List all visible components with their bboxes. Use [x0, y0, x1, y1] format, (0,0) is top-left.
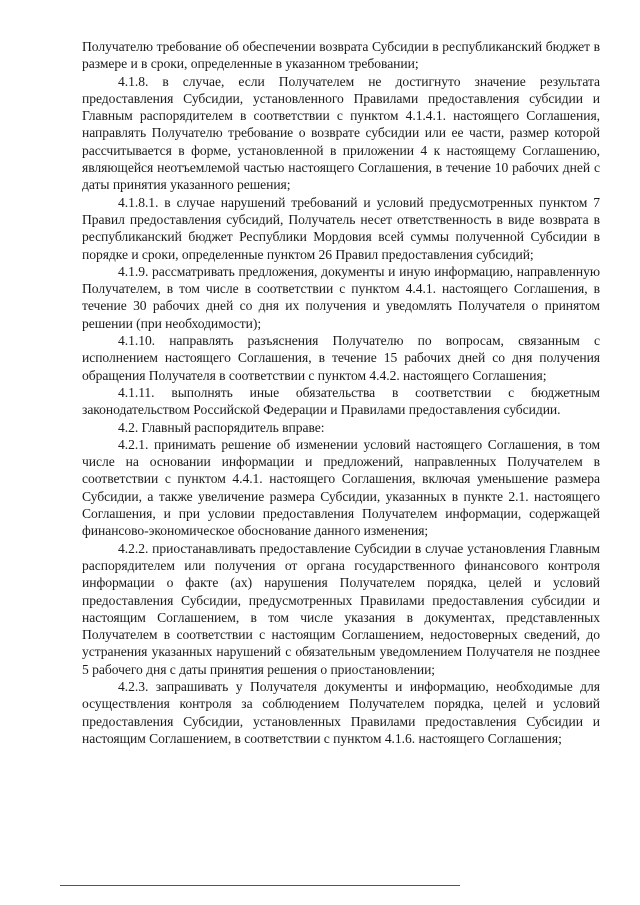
paragraph-4-2: 4.2. Главный распорядитель вправе:	[118, 419, 325, 435]
paragraph-4-1-9: 4.1.9. рассматривать предложения, документы и иную информацию, направленную Получателем, в том числе в соответствии с пунктом 4.4.1. настоящего Соглашения, в течение 30 рабочих дней со дня их получения и уведомлять Получателя о принятом решении (при необходимости);	[82, 263, 600, 331]
paragraph-4-1-10: 4.1.10. направлять разъяснения Получателю по вопросам, связанным с исполнением настоящего Соглашения, в течение 15 рабочих дней со дня получения обращения Получателя в соответствии с пунктом 4.4.2. настоящего Соглашения;	[82, 333, 600, 383]
document-page	[82, 38, 600, 747]
paragraph-4-2-1: 4.2.1. принимать решение об изменении условий настоящего Соглашения, в том числе на основании информации и предложений, направленных Получателем в соответствии с пунктом 4.4.1. настоящего Соглашения, включая уменьшение размера Субсидии, а также увеличение размера Субсидии, указанных в пункте 2.1. настоящего Соглашения, и при условии предоставления Получателем информации, содержащей финансово-экономическое обоснование данного изменения;	[82, 436, 600, 539]
footer-divider	[60, 885, 460, 886]
paragraph-4-1-8: 4.1.8. в случае, если Получателем не достигнуто значение результата предоставления Субсидии, установленного Правилами предоставления субсидии и Главным распорядителем в соответствии с пунктом 4.1.4.1. настоящего Соглашения, направлять Получателю требование о возврате субсидии или ее части, размер которой рассчитывается в форме, установленной в приложении 4 к настоящему Соглашению, являющейся неотъемлемой частью настоящего Соглашения, в течение 10 рабочих дней с даты принятия указанного решения;	[82, 73, 600, 193]
paragraph-4-1-8-1: 4.1.8.1. в случае нарушений требований и условий предусмотренных пунктом 7 Правил предоставления субсидий, Получатель несет ответственность в виде возврата в республиканский бюджет Республики Мордовия всей суммы полученной Субсидии в порядке и сроки, определенные пунктом 26 Правил предоставления субсидий;	[82, 194, 600, 262]
paragraph-4-2-2: 4.2.2. приостанавливать предоставление Субсидии в случае установления Главным распорядителем или получения от органа государственного финансового контроля информации о факте (ах) нарушения Получателем порядка, целей и условий предоставления Субсидии, предусмотренных Правилами предоставления субсидии и настоящим Соглашением, в том числе указания в документах, представленных Получателем в соответствии с настоящим Соглашением, недостоверных сведений, до устранения указанных нарушений с обязательным уведомлением Получателя не позднее 5 рабочего дня с даты принятия решения о приостановлении;	[82, 540, 600, 677]
paragraph-4-1-11: 4.1.11. выполнять иные обязательства в соответствии с бюджетным законодательством Российской Федерации и Правилами предоставления субсидии.	[82, 384, 600, 418]
paragraph-continuation: Получателю требование об обеспечении возврата Субсидии в республиканский бюджет в размере и в сроки, определенные в указанном требовании;	[82, 39, 600, 72]
paragraph-4-2-3: 4.2.3. запрашивать у Получателя документы и информацию, необходимые для осуществления контроля за соблюдением Получателем порядка, целей и условий предоставления Субсидии, установленных Правилами предоставления Субсидии и настоящим Соглашением, в соответствии с пунктом 4.1.6. настоящего Соглашения;	[82, 678, 600, 746]
